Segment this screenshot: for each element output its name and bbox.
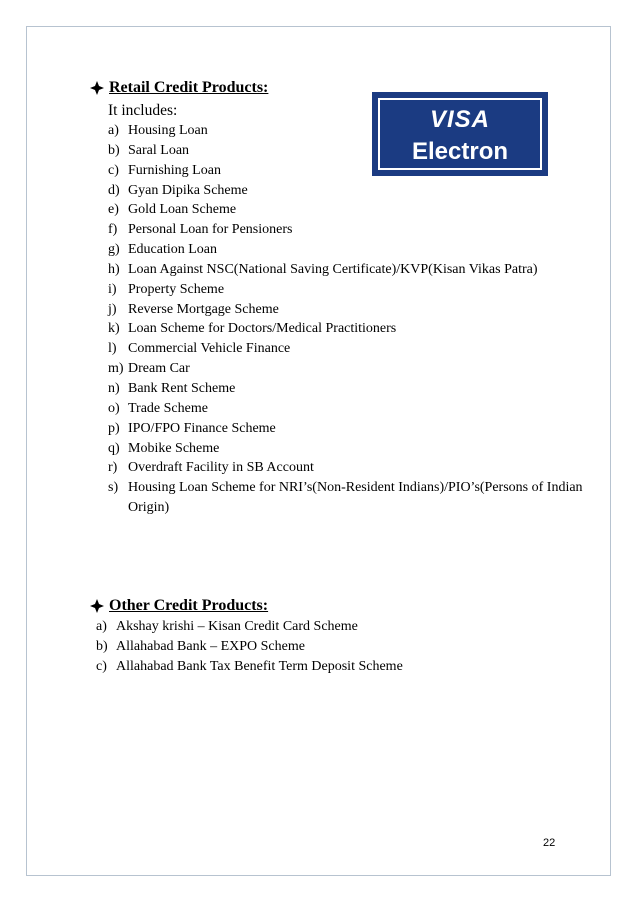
list-item-text: Housing Loan: [128, 123, 208, 138]
diamond-bullet-icon: [90, 81, 104, 95]
list-item-text: Property Scheme: [128, 281, 225, 297]
list-item: [108, 181, 588, 201]
list-item: [108, 220, 588, 240]
list-item-text: Saral Loan: [128, 142, 190, 158]
list-item: [108, 260, 588, 280]
retail-intro: It includes:: [108, 102, 178, 119]
logo-electron-text: Electron: [411, 138, 509, 165]
list-item: [108, 121, 588, 141]
other-section-heading: [90, 597, 268, 615]
list-item-text: Reverse Mortgage Scheme: [128, 301, 279, 317]
list-marker: p): [108, 420, 120, 436]
list-item: [108, 458, 588, 478]
other-products-list: [96, 617, 576, 677]
diamond-bullet-icon: [90, 599, 104, 613]
list-item: [108, 399, 588, 419]
list-marker: q): [108, 440, 120, 456]
list-marker: m): [108, 361, 124, 377]
list-marker: a): [96, 619, 107, 634]
list-marker: b): [108, 142, 120, 158]
list-item-text: Trade Scheme: [128, 400, 208, 416]
list-item: [108, 319, 588, 339]
list-item-text: Education Loan: [128, 242, 218, 258]
list-marker: f): [108, 222, 118, 238]
list-marker: j): [108, 301, 117, 317]
list-marker: r): [108, 460, 118, 476]
list-marker: c): [96, 658, 107, 674]
list-item: [108, 419, 588, 439]
list-item-text: Loan Scheme for Doctors/Medical Practitioners: [128, 321, 397, 337]
list-marker: a): [108, 123, 119, 138]
list-item-text: Bank Rent Scheme: [128, 380, 236, 396]
list-item-text: Dream Car: [128, 361, 190, 377]
list-item: [108, 439, 588, 459]
list-item: [108, 379, 588, 399]
list-marker: n): [108, 380, 120, 396]
list-item: [96, 657, 576, 677]
list-item-text: Commercial Vehicle Finance: [128, 341, 291, 357]
list-item-text: Gyan Dipika Scheme: [128, 182, 248, 198]
list-item-text: Personal Loan for Pensioners: [128, 222, 293, 238]
list-marker: o): [108, 400, 120, 416]
list-item: [108, 359, 588, 379]
other-heading-text: Other Credit Products:: [109, 597, 269, 614]
list-marker: e): [108, 202, 119, 218]
list-item-text: IPO/FPO Finance Scheme: [128, 420, 276, 436]
page-number: 22: [543, 837, 556, 849]
list-item: [108, 478, 588, 518]
list-marker: g): [108, 242, 120, 258]
list-item-text: Allahabad Bank Tax Benefit Term Deposit Scheme: [116, 658, 403, 674]
list-item: [96, 637, 576, 657]
list-marker: d): [108, 182, 120, 198]
logo-visa-text: VISA: [429, 106, 490, 133]
list-item: [96, 617, 576, 637]
retail-heading-text: Retail Credit Products:: [109, 79, 269, 96]
list-item-text: Loan Against NSC(National Saving Certificate)/KVP(Kisan Vikas Patra): [128, 261, 538, 277]
list-item: [108, 240, 588, 260]
list-marker: k): [108, 321, 120, 337]
list-item-text: Overdraft Facility in SB Account: [128, 460, 314, 476]
list-item: [108, 339, 588, 359]
list-marker: h): [108, 261, 120, 277]
list-item-text: Gold Loan Scheme: [128, 202, 237, 218]
list-item-text: Housing Loan Scheme for NRI’s(Non-Resident Indians)/PIO’s(Persons of Indian Origin): [128, 480, 583, 516]
list-item: [108, 280, 588, 300]
list-item-text: Akshay krishi – Kisan Credit Card Scheme: [116, 619, 358, 634]
list-item: [108, 200, 588, 220]
list-marker: c): [108, 162, 119, 178]
list-marker: s): [108, 480, 119, 496]
retail-products-list: [108, 121, 588, 518]
list-marker: l): [108, 341, 117, 357]
list-marker: b): [96, 638, 108, 654]
retail-section-heading: [90, 79, 268, 97]
list-item: [108, 141, 588, 161]
list-marker: i): [108, 281, 117, 297]
list-item: [108, 300, 588, 320]
list-item: [108, 161, 588, 181]
list-item-text: Mobike Scheme: [128, 440, 220, 456]
list-item-text: Allahabad Bank – EXPO Scheme: [116, 638, 305, 654]
list-item-text: Furnishing Loan: [128, 162, 221, 178]
